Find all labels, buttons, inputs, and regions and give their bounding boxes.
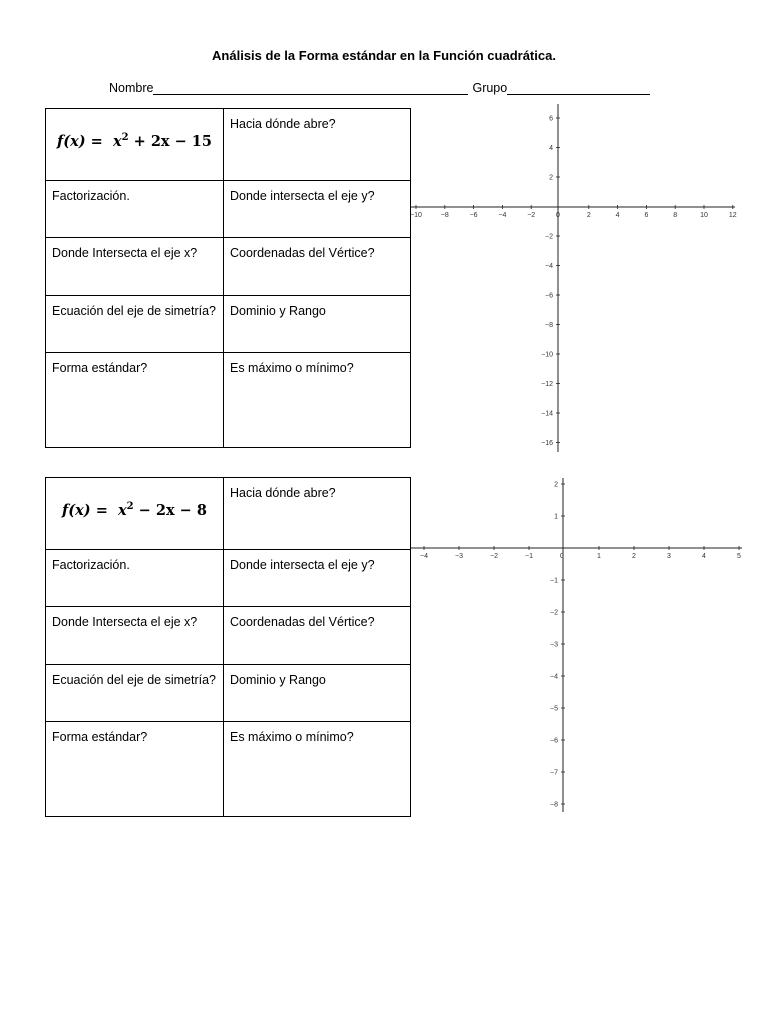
axis-symmetry-cell-2[interactable]: Ecuación del eje de simetría? [46, 665, 224, 722]
y-tick-label: 2 [554, 481, 558, 489]
x-tick-label: 0 [556, 212, 560, 219]
domain-range-cell-2[interactable]: Dominio y Rango [224, 665, 411, 722]
y-tick-label: −3 [550, 641, 558, 649]
x-tick-label: 3 [667, 553, 671, 560]
y-intercept-cell-1[interactable]: Donde intersecta el eje y? [224, 181, 411, 238]
x-tick-label: 2 [586, 212, 591, 219]
vertex-cell-1[interactable]: Coordenadas del Vértice? [224, 238, 411, 296]
y-tick-label: −2 [550, 609, 558, 617]
x-tick-label: 10 [700, 212, 708, 219]
analysis-table-1 [45, 108, 411, 448]
x-tick-label: −4 [498, 212, 507, 219]
x-tick-label: 1 [597, 553, 601, 560]
function-cell-1 [46, 109, 224, 181]
y-tick-label: −6 [550, 737, 558, 745]
y-tick-label: −10 [541, 351, 553, 359]
x-tick-label: 4 [615, 212, 620, 219]
vertex-cell-2[interactable]: Coordenadas del Vértice? [224, 607, 411, 665]
x-tick-label: −4 [420, 553, 428, 560]
x-intercept-cell-1[interactable]: Donde Intersecta el eje x? [46, 238, 224, 296]
name-label: Nombre [109, 81, 154, 95]
x-tick-label: 12 [728, 212, 737, 219]
max-min-cell-2[interactable]: Es máximo o mínimo? [224, 722, 411, 817]
x-tick-label: −10 [410, 212, 422, 219]
x-tick-label: 2 [632, 553, 636, 560]
y-tick-label: −12 [541, 381, 553, 388]
y-tick-label: 2 [549, 174, 553, 182]
y-tick-label: −6 [545, 292, 553, 300]
y-tick-label: −1 [550, 577, 558, 585]
y-tick-label: −4 [550, 673, 558, 681]
x-tick-label: 0 [560, 553, 564, 560]
domain-range-cell-1[interactable]: Dominio y Rango [224, 296, 411, 353]
x-tick-label: −8 [440, 212, 449, 219]
x-tick-label: −2 [527, 212, 536, 219]
x-tick-label: 8 [673, 212, 678, 219]
opens-cell-2[interactable]: Hacia dónde abre? [224, 478, 411, 550]
x-intercept-cell-2[interactable]: Donde Intersecta el eje x? [46, 607, 224, 665]
opens-cell-1[interactable]: Hacia dónde abre? [224, 109, 411, 181]
function-cell-2 [46, 478, 224, 550]
y-tick-label: −2 [545, 233, 553, 241]
x-tick-label: −6 [469, 212, 478, 219]
y-tick-label: 1 [554, 513, 558, 521]
name-blank-line[interactable] [153, 80, 468, 95]
y-tick-label: −7 [550, 769, 558, 777]
axis-symmetry-cell-1[interactable]: Ecuación del eje de simetría? [46, 296, 224, 353]
factorization-cell-2[interactable]: Factorización. [46, 550, 224, 607]
y-tick-label: 6 [549, 115, 553, 123]
y-intercept-cell-2[interactable]: Donde intersecta el eje y? [224, 550, 411, 607]
x-tick-label: −3 [455, 553, 463, 560]
analysis-table-2 [45, 477, 411, 817]
max-min-cell-1[interactable]: Es máximo o mínimo? [224, 353, 411, 448]
function-formula-2: $f(x) = x^2 - 2x - 8$ [62, 501, 207, 519]
y-tick-label: 4 [549, 145, 553, 152]
worksheet-title: Análisis de la Forma estándar en la Función cuadrática. [212, 48, 556, 63]
factorization-cell-1[interactable]: Factorización. [46, 181, 224, 238]
y-tick-label: −14 [541, 410, 553, 418]
x-tick-label: 4 [702, 553, 706, 560]
standard-form-cell-1[interactable]: Forma estándar? [46, 353, 224, 448]
name-group-row [109, 80, 650, 95]
x-tick-label: −1 [525, 553, 533, 560]
x-tick-label: 6 [644, 212, 649, 219]
function-formula-1: $f(x) = x^2 + 2x - 15$ [57, 132, 212, 150]
group-label: Grupo [472, 81, 508, 95]
group-blank-line[interactable] [507, 80, 650, 95]
x-tick-label: −2 [490, 553, 498, 560]
x-tick-label: 5 [737, 553, 741, 560]
y-tick-label: −5 [550, 705, 558, 713]
y-tick-label: −8 [550, 801, 558, 809]
standard-form-cell-2[interactable]: Forma estándar? [46, 722, 224, 817]
y-tick-label: −8 [545, 322, 553, 329]
y-tick-label: −16 [541, 440, 553, 447]
y-tick-label: −4 [545, 263, 553, 270]
